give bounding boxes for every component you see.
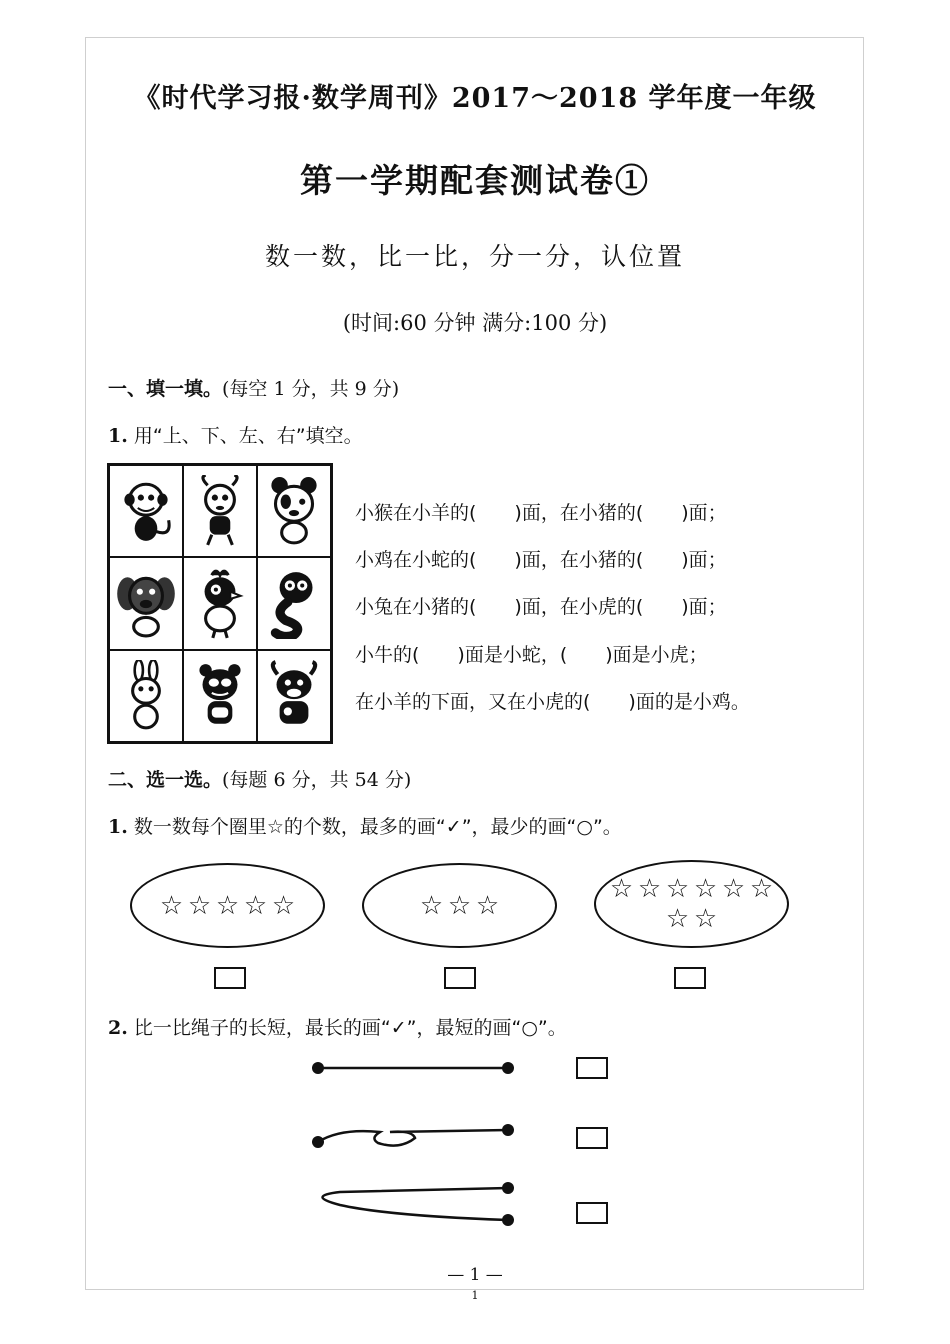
page-number: — 1 — [447,1265,503,1285]
ox-cell [257,650,331,742]
fill-line-3: 小兔在小猪的( )面，在小虎的( )面； [355,596,727,618]
rope-straight [312,1062,514,1074]
question-text: 用“上、下、左、右”填空。 [133,425,363,447]
star-icon: ☆ [187,890,212,921]
star-oval-3 [594,860,789,948]
question-number: 1. [108,425,128,447]
section1-title: 一、填一填。 [108,378,223,400]
star-icon: ☆ [419,890,444,921]
sheep-icon [189,475,251,547]
fill-line-5: 在小羊的下面，又在小虎的( )面的是小鸡。 [355,691,750,713]
fill-line-1: 小猴在小羊的( )面，在小猪的( )面； [355,502,727,524]
section2-score: (每题 6 分，共 54 分) [222,769,412,791]
question-number: 2. [108,1017,128,1039]
section2-title: 二、选一选。 [108,769,223,791]
star-oval-2 [362,863,557,948]
rope-diagram [300,1050,530,1230]
monkey-icon [115,475,177,547]
answer-box[interactable] [576,1127,608,1149]
question-text: 数一数每个圈里☆的个数，最多的画“✓”，最少的画“○”。 [133,816,622,838]
section2-q2 [108,1013,567,1040]
monkey-cell [109,465,183,557]
question-text: 比一比绳子的长短，最长的画“✓”，最短的画“○”。 [133,1017,567,1039]
section1-q1 [108,421,363,448]
time-score-info: (时间:60 分钟 满分:100 分) [342,311,608,335]
star-icon: ☆ [243,890,268,921]
star-icon: ☆ [693,874,718,904]
footer-number: 1 [471,1289,479,1302]
section1-heading [108,374,399,401]
snake-cell [257,557,331,649]
section2-q1 [108,812,622,839]
dog-icon [115,567,177,639]
section1-score: (每空 1 分，共 9 分) [222,378,400,400]
star-icon: ☆ [749,874,774,904]
chicken-icon [189,567,251,639]
tiger-cell [183,650,257,742]
answer-box[interactable] [576,1202,608,1224]
test-subtitle: 数一数，比一比，分一分，认位置 [264,242,685,271]
answer-box[interactable] [576,1057,608,1079]
star-icon: ☆ [609,874,634,904]
star-icon: ☆ [271,890,296,921]
rabbit-icon [115,660,177,732]
rope-looped [312,1124,514,1148]
pig-icon [263,475,325,547]
star-oval-1 [130,863,325,948]
answer-box[interactable] [444,967,476,989]
star-icon: ☆ [447,890,472,921]
newspaper-header: 《时代学习报·数学周刊》2017～2018 学年度一年级 [133,83,817,114]
ox-icon [263,660,325,732]
animal-grid [107,463,333,744]
star-icon: ☆ [665,904,690,934]
chicken-cell [183,557,257,649]
test-title: 第一学期配套测试卷① [300,161,650,200]
star-icon: ☆ [159,890,184,921]
snake-icon [263,567,325,639]
sheep-cell [183,465,257,557]
tiger-icon [189,660,251,732]
star-icon: ☆ [721,874,746,904]
rope-folded [323,1182,515,1226]
star-icon: ☆ [475,890,500,921]
star-icon: ☆ [215,890,240,921]
answer-box[interactable] [674,967,706,989]
star-icon: ☆ [637,874,662,904]
star-icon: ☆ [693,904,718,934]
section2-heading [108,765,411,792]
fill-line-4: 小牛的( )面是小蛇，( )面是小虎； [355,644,708,666]
star-icon: ☆ [665,874,690,904]
rabbit-cell [109,650,183,742]
dog-cell [109,557,183,649]
answer-box[interactable] [214,967,246,989]
pig-cell [257,465,331,557]
fill-line-2: 小鸡在小蛇的( )面，在小猪的( )面； [355,549,727,571]
question-number: 1. [108,816,128,838]
